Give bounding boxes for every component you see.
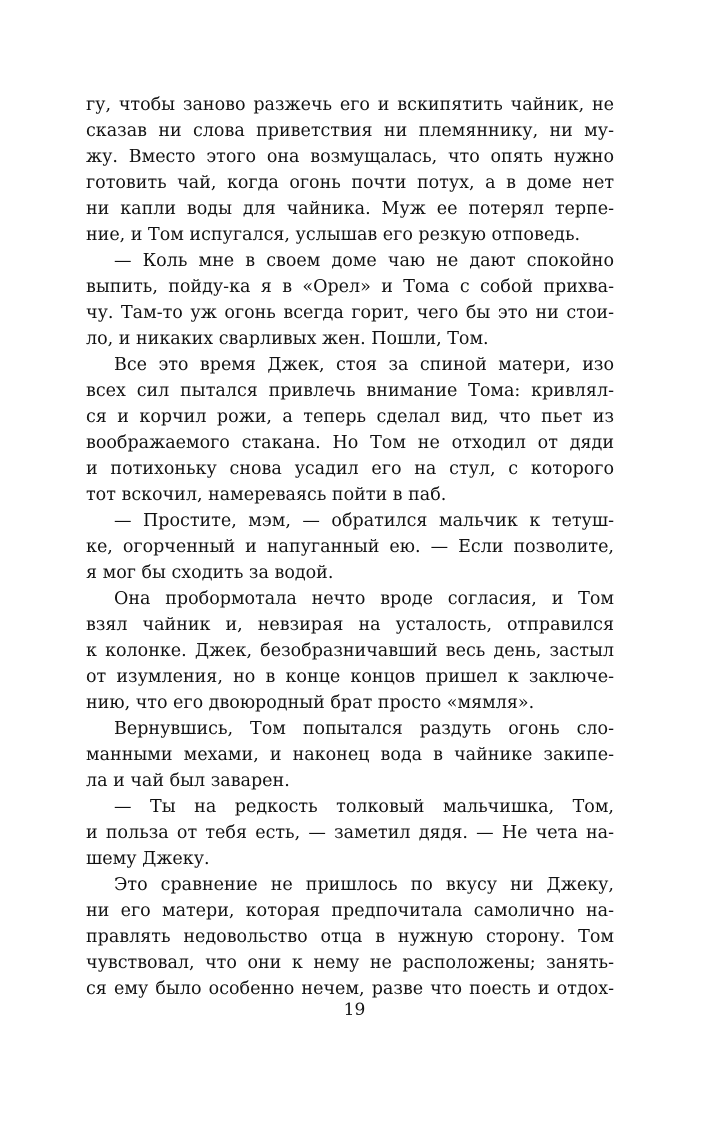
text-line: — Коль мне в своем доме чаю не дают спокойно (114, 251, 614, 271)
text-line: воображаемого стакана. Но Том не отходил от дяди (86, 433, 614, 453)
text-line: и польза от тебя есть, — заметил дядя. — Не чета на- (86, 823, 614, 843)
text-line: ни его матери, которая предпочитала самолично на- (86, 901, 614, 921)
text-line: чувствовал, что они к нему не расположены; занять- (86, 953, 614, 973)
text-line: ла и чай был заварен. (86, 771, 290, 791)
text-line: правлять недовольство отца в нужную сторону. Том (86, 927, 614, 947)
text-line: Это сравнение не пришлось по вкусу ни Джеку, (114, 875, 614, 895)
text-line: и потихоньку снова усадил его на стул, с которого (86, 459, 614, 479)
text-line: от изумления, но в конце концов пришел к заключе- (86, 667, 614, 687)
text-line: сказав ни слова приветствия ни племяннику, ни му- (86, 121, 614, 141)
text-line: Вернувшись, Том попытался раздуть огонь сло- (114, 719, 614, 739)
text-line: ние, и Том испугался, услышав его резкую отповедь. (86, 225, 581, 245)
text-line: ся ему было особенно нечем, разве что поесть и отдох- (86, 979, 614, 999)
body-text (86, 92, 614, 1002)
text-line: всех сил пытался привлечь внимание Тома: кривлял- (86, 381, 614, 401)
text-line: готовить чай, когда огонь почти потух, а в доме нет (86, 173, 614, 193)
text-line: Все это время Джек, стоя за спиной матери, изо (114, 355, 614, 375)
text-line: чу. Там-то уж огонь всегда горит, чего бы это ни стои- (86, 303, 614, 323)
text-line: ло, и никаких сварливых жен. Пошли, Том. (86, 329, 489, 349)
text-line: гу, чтобы заново разжечь его и вскипятить чайник, не (86, 95, 614, 115)
text-line: — Простите, мэм, — обратился мальчик к тетуш- (114, 511, 614, 531)
text-line: — Ты на редкость толковый мальчишка, Том, (114, 797, 614, 817)
text-line: тот вскочил, намереваясь пойти в паб. (86, 485, 447, 505)
page-number: 19 (343, 1000, 366, 1020)
text-line: нию, что его двоюродный брат просто «мямля». (86, 693, 535, 713)
text-line: манными мехами, и наконец вода в чайнике закипе- (86, 745, 614, 765)
text-line: жу. Вместо этого она возмущалась, что опять нужно (86, 147, 614, 167)
text-line: к колонке. Джек, безобразничавший весь день, застыл (86, 641, 614, 661)
text-line: я мог бы сходить за водой. (86, 563, 334, 583)
text-line: ке, огорченный и напуганный ею. — Если позволите, (86, 537, 614, 557)
text-line: ся и корчил рожи, а теперь сделал вид, что пьет из (86, 407, 614, 427)
text-line: шему Джеку. (86, 849, 210, 869)
text-line: ни капли воды для чайника. Муж ее потерял терпе- (86, 199, 614, 219)
text-line: Она пробормотала нечто вроде согласия, и Том (114, 589, 614, 609)
text-line: выпить, пойду-ка я в «Орел» и Тома с собой прихва- (86, 277, 614, 297)
text-line: взял чайник и, невзирая на усталость, отправился (86, 615, 614, 635)
